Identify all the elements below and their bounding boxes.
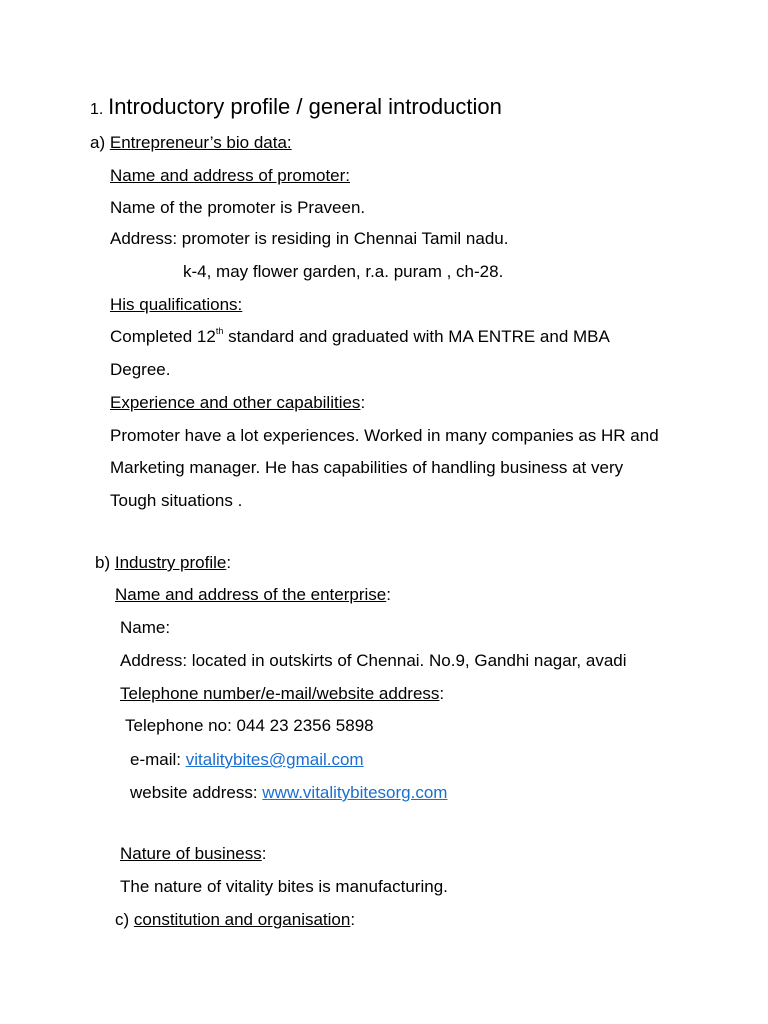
enterprise-title: Name and address of the enterprise [115,585,387,604]
qualifications-line-2: Degree. [110,360,171,379]
section-b-heading [95,553,231,573]
section-c-colon: : [350,910,356,929]
experience-line-3: Tough situations . [110,491,243,510]
experience-colon: : [360,393,366,412]
nature-title-line [120,844,266,864]
section-b-marker: b) [95,553,111,572]
section-a-marker: a) [90,133,106,152]
telephone-number: Telephone no: 044 23 2356 5898 [125,716,374,735]
qualifications-line-1 [110,327,610,347]
section-a-title: Entrepreneur’s bio data: [109,133,292,152]
contact-title: Telephone number/e-mail/website address [120,684,440,703]
experience-line-2: Marketing manager. He has capabilities of handling business at very [110,458,624,477]
contact-title-line [120,684,444,704]
qualifications-post: standard and graduated with MA ENTRE and MBA [223,327,610,346]
website-label: website address: [130,783,263,802]
website-line [130,783,447,803]
promoter-name-address-title: Name and address of promoter: [110,166,351,185]
promoter-address-line-1: Address: promoter is residing in Chennai Tamil nadu. [110,229,509,248]
heading-text: Introductory profile / general introduction [108,94,502,119]
enterprise-title-line [115,585,391,605]
enterprise-name-label: Name: [120,618,171,637]
qualifications-pre: Completed 12 [110,327,216,346]
section-a-heading [90,133,292,153]
nature-text: The nature of vitality bites is manufacturing. [120,877,448,896]
email-link[interactable]: vitalitybites@gmail.com [185,750,364,769]
qualifications-title: His qualifications: [110,295,243,314]
promoter-name: Name of the promoter is Praveen. [110,198,366,217]
page-heading [90,94,502,123]
email-line [130,750,364,770]
section-b-title: Industry profile [114,553,227,572]
experience-line-1: Promoter have a lot experiences. Worked in many companies as HR and [110,426,659,445]
qualifications-sup: th [215,326,224,336]
nature-colon: : [261,844,267,863]
section-c-heading [115,910,355,930]
heading-number: 1. [90,101,104,118]
experience-title: Experience and other capabilities [110,393,361,412]
enterprise-colon: : [386,585,391,604]
email-label: e-mail: [130,750,186,769]
promoter-address-line-2: k-4, may flower garden, r.a. puram , ch-28. [183,262,504,281]
website-link[interactable]: www.vitalitybitesorg.com [262,783,448,802]
nature-title: Nature of business [120,844,262,863]
section-c-title: constitution and organisation [133,910,351,929]
experience-title-line [110,393,365,413]
section-b-colon: : [226,553,232,572]
contact-colon: : [439,684,445,703]
enterprise-address: Address: located in outskirts of Chennai. No.9, Gandhi nagar, avadi [120,651,627,670]
section-c-marker: c) [115,910,130,929]
